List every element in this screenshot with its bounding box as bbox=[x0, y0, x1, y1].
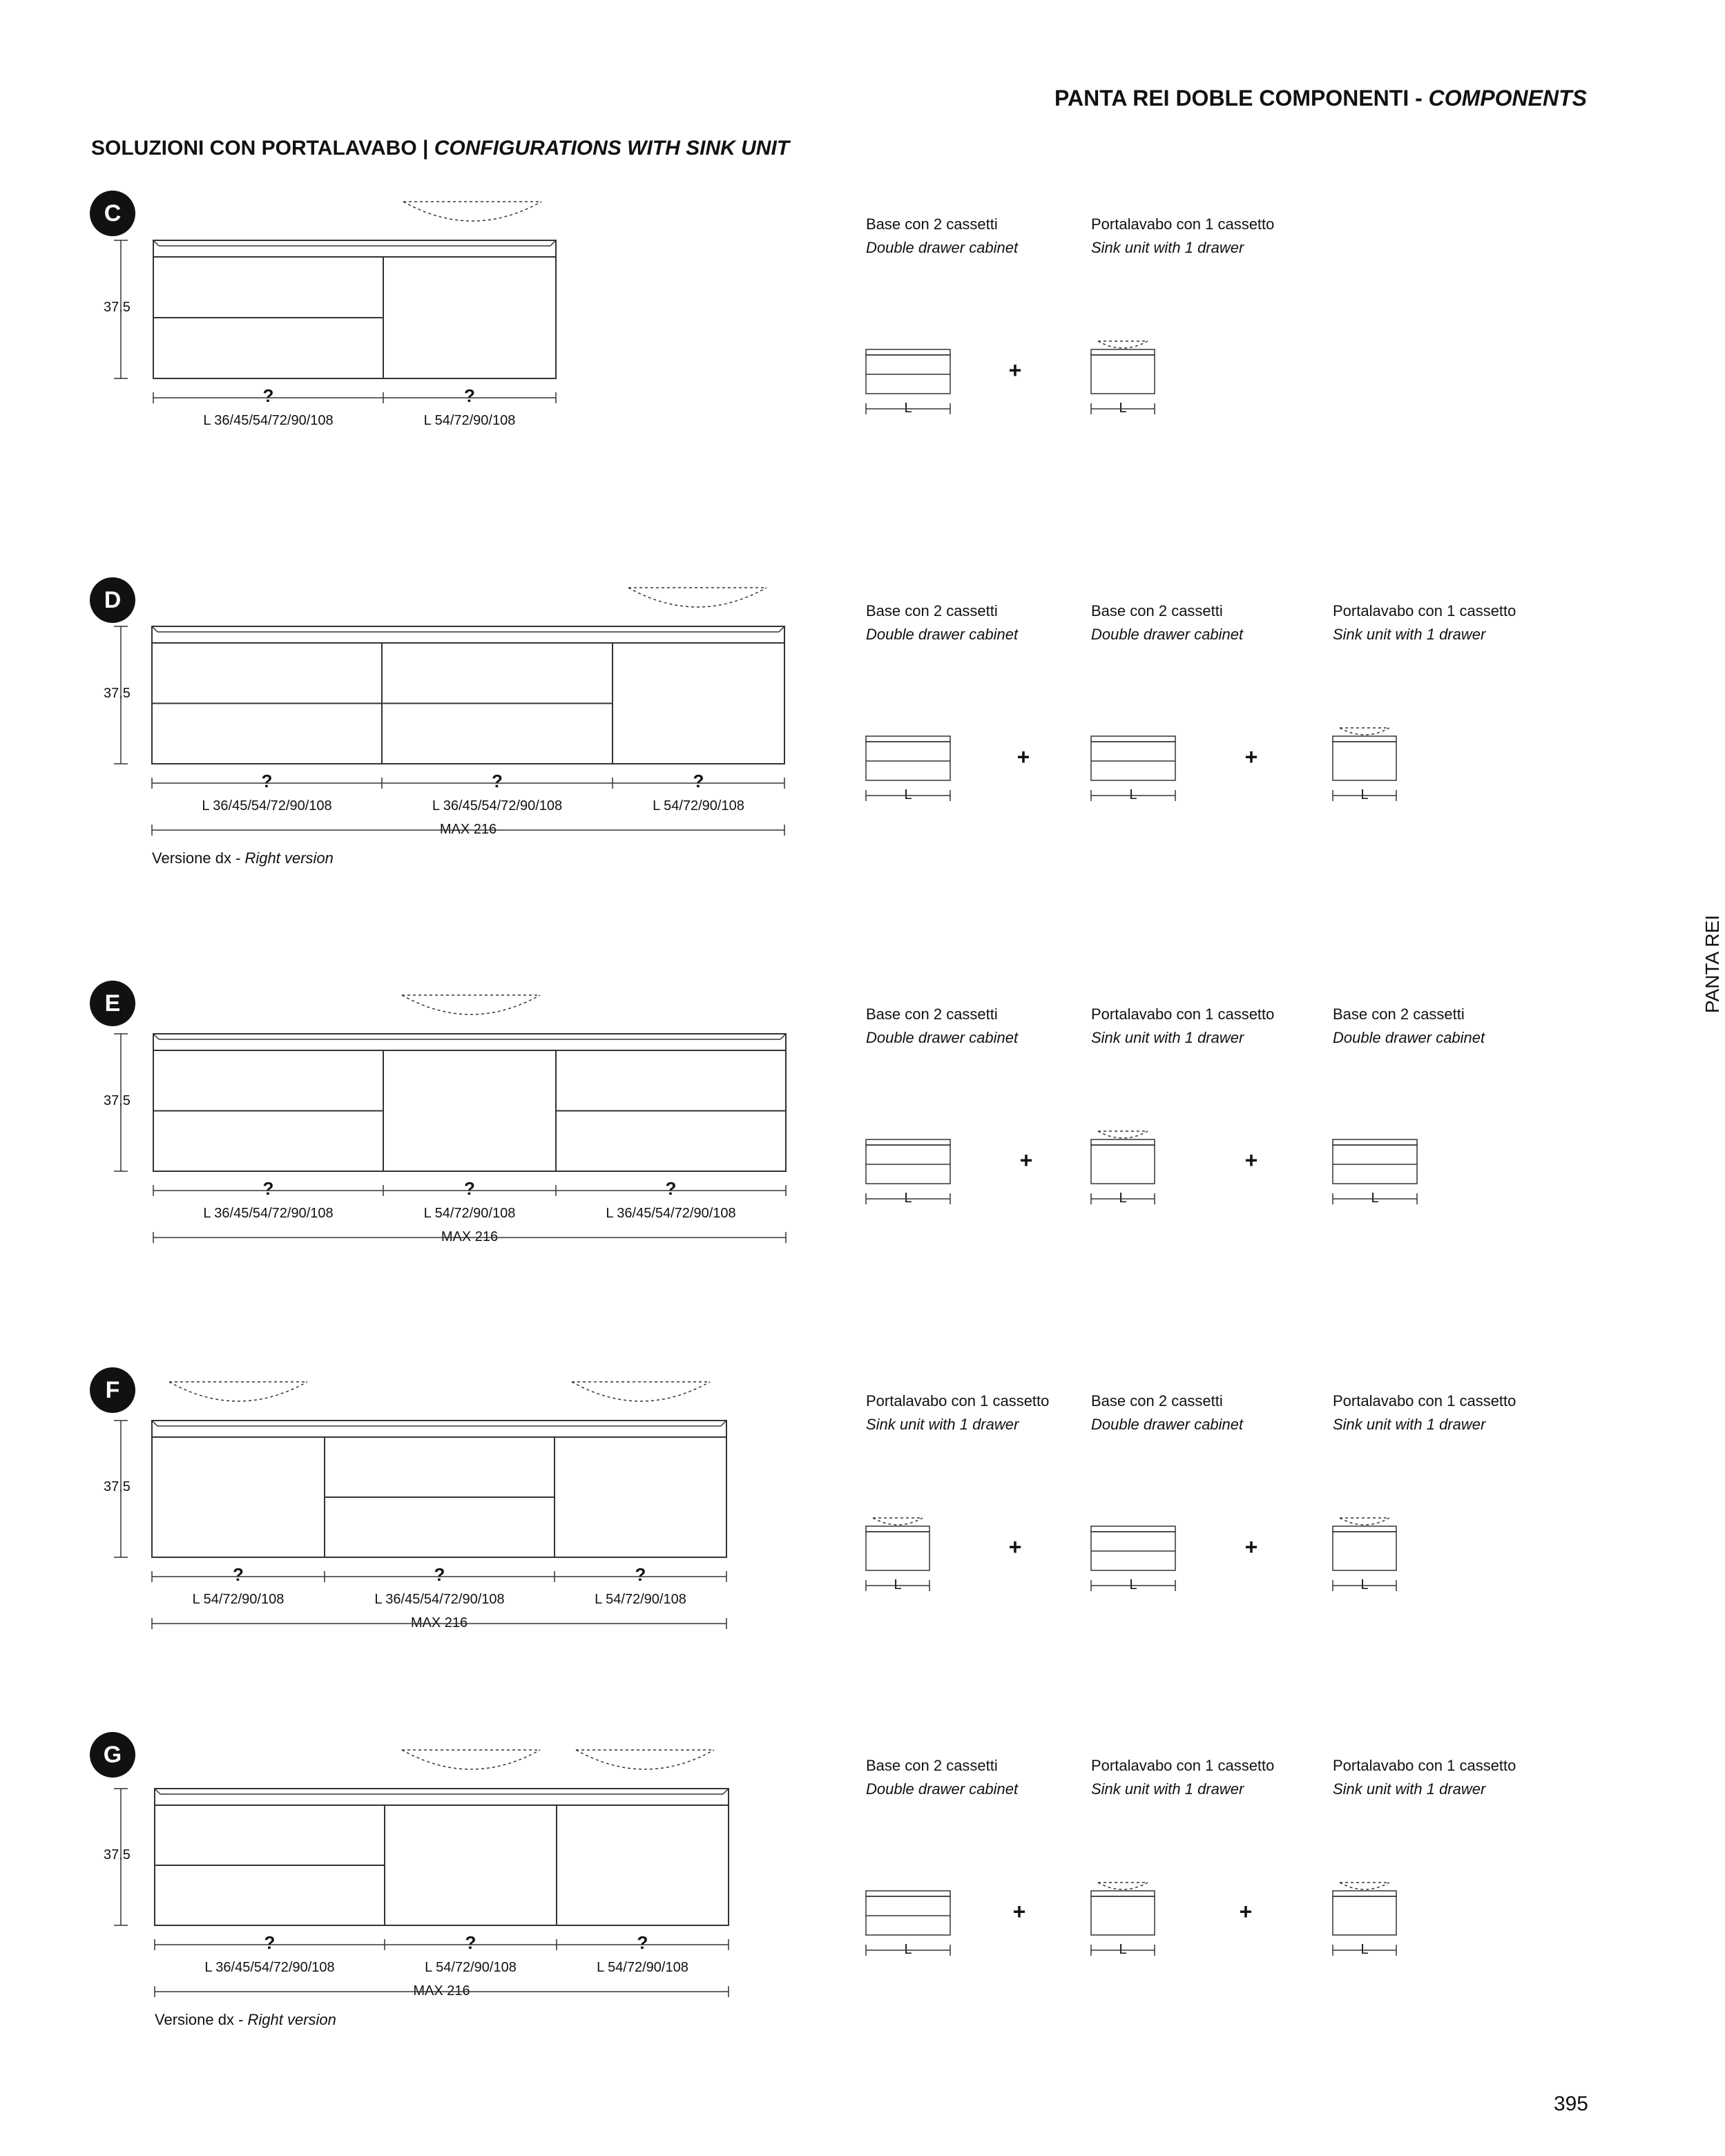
section-e-component-1-dim-label: L bbox=[900, 1191, 916, 1206]
section-g-height-label: 37,5 bbox=[104, 1847, 131, 1863]
section-c-width-question-1: ? bbox=[253, 385, 284, 407]
section-f-vessel-sink-2-bowl bbox=[572, 1382, 710, 1401]
section-d-component-3-name: Portalavabo con 1 cassetto bbox=[1333, 602, 1516, 619]
section-d-component-2-top bbox=[1091, 736, 1175, 742]
section-e-component-2-top bbox=[1091, 1139, 1155, 1145]
section-title-text: SOLUZIONI CON PORTALAVABO | bbox=[91, 137, 434, 160]
section-f-countertop-bevel-right bbox=[721, 1421, 726, 1426]
section-d-max-label: MAX 216 bbox=[433, 822, 503, 838]
section-g-component-2-dim-label: L bbox=[1115, 1942, 1130, 1958]
section-d-width-question-2: ? bbox=[482, 771, 512, 792]
section-e-max-label: MAX 216 bbox=[434, 1229, 505, 1245]
section-e-width-label-3: L 36/45/54/72/90/108 bbox=[606, 1206, 736, 1221]
section-f-vessel-sink-1-bowl bbox=[169, 1382, 307, 1401]
section-d-countertop bbox=[152, 626, 784, 643]
section-d-width-question-1: ? bbox=[252, 771, 282, 792]
section-e-component-1-name: Base con 2 cassetti bbox=[866, 1005, 998, 1023]
section-e-height-label: 37,5 bbox=[104, 1093, 131, 1108]
section-d-height-label: 37,5 bbox=[104, 685, 131, 701]
page-title-text: PANTA REI DOBLE COMPONENTI - bbox=[1054, 86, 1429, 110]
section-c-width-label-1: L 36/45/54/72/90/108 bbox=[203, 413, 334, 428]
section-c-component-1-top bbox=[866, 349, 950, 355]
section-g-version-en: Right version bbox=[247, 2011, 336, 2028]
section-e-component-3-dim-label: L bbox=[1367, 1191, 1382, 1206]
section-g-width-question-3: ? bbox=[628, 1932, 658, 1954]
section-d-plus-2: + bbox=[1244, 744, 1258, 769]
section-d-component-3-cabinet bbox=[1333, 742, 1396, 780]
section-g-component-3-top bbox=[1333, 1891, 1396, 1896]
section-c-component-2-name-en: Sink unit with 1 drawer bbox=[1091, 239, 1244, 256]
side-label: PANTA REI bbox=[1702, 914, 1723, 1014]
section-e-width-question-2: ? bbox=[454, 1178, 485, 1200]
section-f-width-question-3: ? bbox=[626, 1564, 656, 1586]
section-e-component-2-cabinet bbox=[1091, 1145, 1155, 1184]
section-e-badge: E bbox=[90, 981, 135, 1026]
section-f-width-label-1: L 54/72/90/108 bbox=[192, 1592, 285, 1607]
section-c-component-2-sink-bowl bbox=[1098, 341, 1148, 348]
section-g-component-2-name: Portalavabo con 1 cassetto bbox=[1091, 1757, 1275, 1774]
section-f-component-1-name: Portalavabo con 1 cassetto bbox=[866, 1392, 1050, 1409]
section-d-component-3-dim-label: L bbox=[1356, 787, 1372, 803]
section-g-plus-2: + bbox=[1239, 1899, 1253, 1924]
section-g-component-3-cabinet bbox=[1333, 1896, 1396, 1935]
section-c-width-question-2: ? bbox=[454, 385, 485, 407]
section-f-countertop-bevel-left bbox=[152, 1421, 157, 1426]
section-g-component-1-dim-label: L bbox=[900, 1942, 916, 1958]
section-e-component-2-name: Portalavabo con 1 cassetto bbox=[1091, 1005, 1275, 1023]
page-number: 395 bbox=[1553, 2092, 1588, 2115]
section-d-width-label-2: L 36/45/54/72/90/108 bbox=[432, 798, 563, 814]
section-d-component-2-name-en: Double drawer cabinet bbox=[1091, 626, 1244, 643]
section-f-component-3-sink-bowl bbox=[1340, 1518, 1389, 1525]
section-g-version-it: Versione dx - bbox=[155, 2011, 248, 2028]
section-g-component-2-sink-bowl bbox=[1098, 1883, 1148, 1889]
section-c-plus-1: + bbox=[1008, 358, 1022, 383]
section-d-countertop-bevel-left bbox=[152, 626, 157, 632]
section-c-component-2-name: Portalavabo con 1 cassetto bbox=[1091, 215, 1275, 233]
section-e-width-label-1: L 36/45/54/72/90/108 bbox=[203, 1206, 334, 1221]
section-c-countertop bbox=[153, 240, 556, 257]
section-f-component-2-top bbox=[1091, 1526, 1175, 1532]
section-g-component-1-name: Base con 2 cassetti bbox=[866, 1757, 998, 1774]
section-d-version-en: Right version bbox=[244, 849, 334, 867]
section-d-component-1-name: Base con 2 cassetti bbox=[866, 602, 998, 619]
section-c-component-2-top bbox=[1091, 349, 1155, 355]
section-g-component-1-name-en: Double drawer cabinet bbox=[866, 1780, 1019, 1798]
section-g-plus-1: + bbox=[1012, 1899, 1026, 1924]
section-f-width-label-3: L 54/72/90/108 bbox=[595, 1592, 686, 1607]
section-c-component-1-name: Base con 2 cassetti bbox=[866, 215, 998, 233]
section-d-component-2-dim-label: L bbox=[1125, 787, 1141, 803]
section-e-component-2-sink-bowl bbox=[1098, 1131, 1148, 1138]
section-d-component-3-name-en: Sink unit with 1 drawer bbox=[1333, 626, 1486, 643]
section-d-version-it: Versione dx - bbox=[152, 849, 245, 867]
section-d-component-1-dim-label: L bbox=[900, 787, 916, 803]
section-f-component-1-dim-label: L bbox=[889, 1577, 905, 1593]
section-f-component-3-dim-label: L bbox=[1356, 1577, 1372, 1593]
section-g-width-question-2: ? bbox=[456, 1932, 486, 1954]
section-f-component-2-name-en: Double drawer cabinet bbox=[1091, 1416, 1244, 1433]
section-f-countertop bbox=[152, 1421, 726, 1437]
section-f-component-3-name: Portalavabo con 1 cassetto bbox=[1333, 1392, 1516, 1409]
section-d-width-question-3: ? bbox=[684, 771, 714, 792]
section-e-component-3-name-en: Double drawer cabinet bbox=[1333, 1029, 1485, 1046]
section-d-vessel-sink-1-bowl bbox=[628, 588, 767, 607]
section-g-width-question-1: ? bbox=[255, 1932, 285, 1954]
section-d-countertop-bevel-right bbox=[779, 626, 784, 632]
section-e-vessel-sink-1-bowl bbox=[402, 995, 540, 1014]
section-f-badge: F bbox=[90, 1367, 135, 1413]
section-g-component-2-name-en: Sink unit with 1 drawer bbox=[1091, 1780, 1244, 1798]
section-e-component-1-name-en: Double drawer cabinet bbox=[866, 1029, 1019, 1046]
section-c-countertop-bevel-left bbox=[153, 240, 159, 246]
section-c-component-1-name-en: Double drawer cabinet bbox=[866, 239, 1019, 256]
section-f-component-1-name-en: Sink unit with 1 drawer bbox=[866, 1416, 1019, 1433]
section-f-max-label: MAX 216 bbox=[404, 1615, 474, 1631]
section-d-badge: D bbox=[90, 577, 135, 623]
section-f-plus-2: + bbox=[1244, 1534, 1258, 1559]
section-g-countertop-bevel-left bbox=[155, 1789, 160, 1794]
section-e-plus-1: + bbox=[1019, 1148, 1033, 1173]
section-e-countertop-bevel-right bbox=[780, 1034, 786, 1039]
section-f-plus-1: + bbox=[1008, 1534, 1022, 1559]
section-f-component-3-top bbox=[1333, 1526, 1396, 1532]
section-f-width-question-1: ? bbox=[223, 1564, 253, 1586]
section-d-component-1-top bbox=[866, 736, 950, 742]
section-d-component-3-sink-bowl bbox=[1340, 728, 1389, 735]
section-g-countertop-bevel-right bbox=[723, 1789, 729, 1794]
section-g-vessel-sink-1-bowl bbox=[402, 1750, 540, 1769]
section-f-component-1-top bbox=[866, 1526, 929, 1532]
section-f-width-label-2: L 36/45/54/72/90/108 bbox=[374, 1592, 505, 1607]
section-f-component-3-cabinet bbox=[1333, 1532, 1396, 1570]
section-g-vessel-sink-2-bowl bbox=[576, 1750, 714, 1769]
section-d-component-2-name: Base con 2 cassetti bbox=[1091, 602, 1223, 619]
section-title-italic: CONFIGURATIONS WITH SINK UNIT bbox=[434, 137, 790, 160]
section-d-component-1-name-en: Double drawer cabinet bbox=[866, 626, 1019, 643]
section-g-component-3-sink-bowl bbox=[1340, 1883, 1389, 1889]
section-e-component-3-name: Base con 2 cassetti bbox=[1333, 1005, 1465, 1023]
section-e-plus-2: + bbox=[1244, 1148, 1258, 1173]
section-d-component-3-top bbox=[1333, 736, 1396, 742]
section-f-component-3-name-en: Sink unit with 1 drawer bbox=[1333, 1416, 1486, 1433]
section-e-component-3-top bbox=[1333, 1139, 1417, 1145]
page-title-italic: COMPONENTS bbox=[1428, 86, 1587, 110]
section-g-component-2-cabinet bbox=[1091, 1896, 1155, 1935]
section-e-component-2-name-en: Sink unit with 1 drawer bbox=[1091, 1029, 1244, 1046]
section-g-component-1-top bbox=[866, 1891, 950, 1896]
section-c-badge: C bbox=[90, 191, 135, 236]
section-f-height-label: 37,5 bbox=[104, 1479, 131, 1494]
section-c-countertop-bevel-right bbox=[550, 240, 556, 246]
section-d-width-label-3: L 54/72/90/108 bbox=[653, 798, 744, 814]
section-g-badge: G bbox=[90, 1732, 135, 1778]
section-e-width-label-2: L 54/72/90/108 bbox=[423, 1206, 516, 1221]
section-g-max-label: MAX 216 bbox=[406, 1983, 476, 1999]
section-g-width-label-3: L 54/72/90/108 bbox=[597, 1960, 688, 1975]
section-g-width-label-2: L 54/72/90/108 bbox=[425, 1960, 517, 1975]
section-e-countertop-bevel-left bbox=[153, 1034, 159, 1039]
section-g-component-3-name-en: Sink unit with 1 drawer bbox=[1333, 1780, 1486, 1798]
section-f-component-2-name: Base con 2 cassetti bbox=[1091, 1392, 1223, 1409]
section-g-component-3-dim-label: L bbox=[1356, 1942, 1372, 1958]
section-f-component-2-dim-label: L bbox=[1125, 1577, 1141, 1593]
section-c-vessel-sink-1-bowl bbox=[403, 202, 541, 221]
section-g-width-label-1: L 36/45/54/72/90/108 bbox=[204, 1960, 335, 1975]
section-g-component-2-top bbox=[1091, 1891, 1155, 1896]
section-f-width-question-2: ? bbox=[425, 1564, 455, 1586]
section-g-countertop bbox=[155, 1789, 729, 1805]
section-e-component-2-dim-label: L bbox=[1115, 1191, 1130, 1206]
section-c-component-2-dim-label: L bbox=[1115, 401, 1130, 416]
section-f-component-1-cabinet bbox=[866, 1532, 929, 1570]
section-c-component-2-cabinet bbox=[1091, 355, 1155, 394]
section-e-component-1-top bbox=[866, 1139, 950, 1145]
section-c-height-label: 37,5 bbox=[104, 300, 131, 315]
section-g-component-3-name: Portalavabo con 1 cassetto bbox=[1333, 1757, 1516, 1774]
section-d-plus-1: + bbox=[1016, 744, 1030, 769]
section-c-width-label-2: L 54/72/90/108 bbox=[423, 413, 516, 428]
section-e-width-question-3: ? bbox=[656, 1178, 686, 1200]
section-e-countertop bbox=[153, 1034, 786, 1050]
section-d-width-label-1: L 36/45/54/72/90/108 bbox=[202, 798, 332, 814]
section-f-component-1-sink-bowl bbox=[873, 1518, 923, 1525]
section-c-component-1-dim-label: L bbox=[900, 401, 916, 416]
section-e-width-question-1: ? bbox=[253, 1178, 284, 1200]
